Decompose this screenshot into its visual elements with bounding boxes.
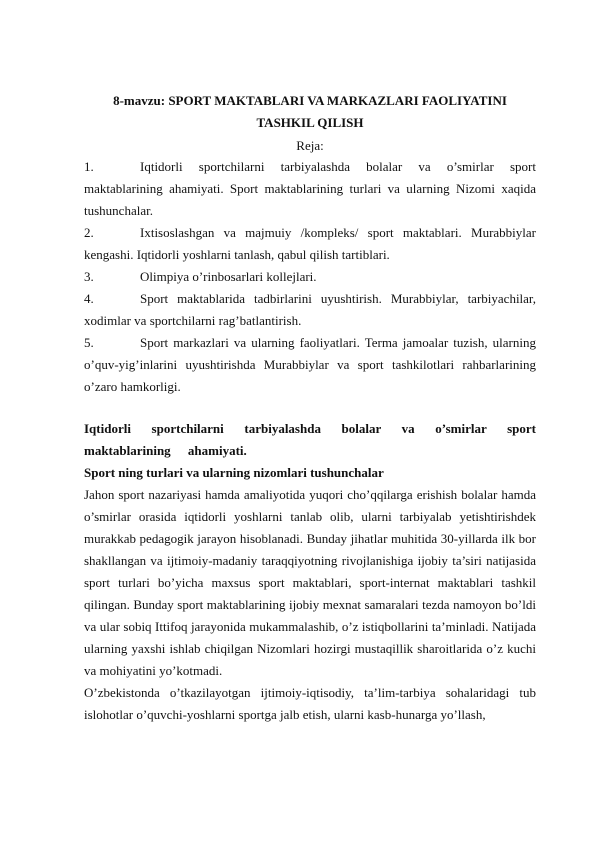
spacer xyxy=(84,398,536,418)
plan-item-number: 2. xyxy=(84,225,94,240)
plan-item-text: Sport maktablarida tadbirlarini uyushtirish. Murabbiylar, tarbiyachilar, xodimlar va sportchilarni rag’batlantirish. xyxy=(84,291,536,328)
body-paragraph: Jahon sport nazariyasi hamda amaliyotida yuqori cho’qqilarga erishish bolalar hamda o’smirlar orasida iqtidorli yoshlarni tanlab olib, ularni tarbiyalab yetishtirishdek murakkab pedagogik jarayon hisoblanadi. Bunday jihatlar muhitida 30-yillarda ilk bor shakllangan va ijtimoiy-madaniy taraqqiyotning rivojlanishiga ijobiy ta’siri natijasida sport turlari bo’yicha maxsus sport maktablari, sport-internat maktablari tashkil qilingan. Bunday sport maktablarining ijobiy mexnat samaralari tezda namoyon bo’ldi va ular sobiq Ittifoq jarayonida mukammalashib, o’z istiqbollarini ta’minladi. Natijada ularning yaxshi ishlab chiqilgan Nizomlari hozirgi mustaqillik sharoitlarida o’z kuchi va mohiyatini yo’kotmadi. xyxy=(84,487,536,678)
plan-item-number: 4. xyxy=(84,291,94,306)
plan-item-text: Olimpiya o’rinbosarlari kollejlari. xyxy=(140,269,317,284)
plan-item xyxy=(84,266,536,288)
plan-list xyxy=(84,156,536,398)
document-title xyxy=(84,90,536,134)
body-paragraph: O’zbekistonda o’tkazilayotgan ijtimoiy-iqtisodiy, ta’lim-tarbiya sohalaridagi tub islohotlar o’quvchi-yoshlarni sportga jalb etish, ularni kasb-hunarga yo’llash, xyxy=(84,685,536,722)
plan-item xyxy=(84,222,536,266)
title-line-2: TASHKIL QILISH xyxy=(256,115,364,130)
subheading: Sport ning turlari va ularning nizomlari tushunchalar xyxy=(84,465,384,480)
plan-item xyxy=(84,156,536,222)
plan-item-text: Ixtisoslashgan va majmuiy /kompleks/ sport maktablari. Murabbiylar kengashi. Iqtidorli yoshlarni tanlash, qabul qilish tartiblari. xyxy=(84,225,536,262)
section-heading: Iqtidorli sportchilarni tarbiyalashda bolalar va o’smirlar sport maktablarining ahamiyati. xyxy=(84,421,536,458)
plan-item-number: 5. xyxy=(84,335,94,350)
plan-item-number: 1. xyxy=(84,159,94,174)
plan-item-text: Iqtidorli sportchilarni tarbiyalashda bolalar va o’smirlar sport maktablarining ahamiyati. Sport maktablarining turlari va ularning Nizomi xaqida tushunchalar. xyxy=(84,159,536,218)
plan-item-number: 3. xyxy=(84,269,94,284)
plan-item xyxy=(84,288,536,332)
plan-item xyxy=(84,332,536,398)
plan-item-text: Sport markazlari va ularning faoliyatlari. Terma jamoalar tuzish, ularning o’quv-yig’inlarini uyushtirishda Murabbiylar va sport tashkilotlari rahbarlarining o’zaro hamkorligi. xyxy=(84,335,536,394)
plan-label: Reja: xyxy=(296,138,324,153)
title-line-1: 8-mavzu: SPORT MAKTABLARI VA MARKAZLARI FAOLIYATINI xyxy=(113,93,507,108)
